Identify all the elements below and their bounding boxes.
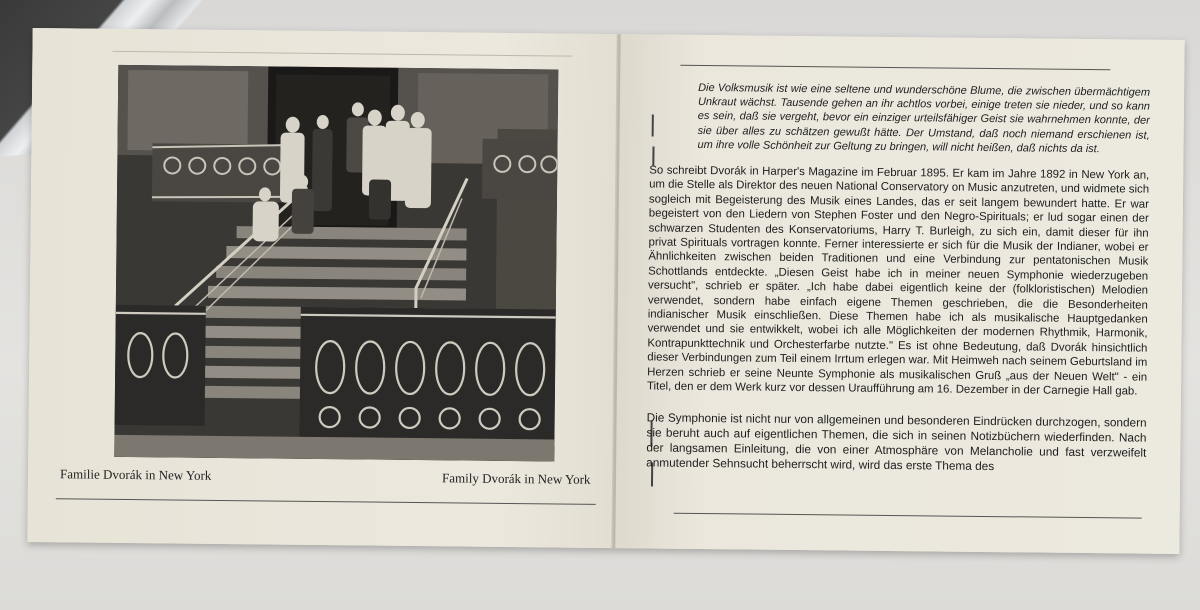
bottom-rule-right — [674, 513, 1142, 519]
dvorak-quote: Die Volksmusik ist wie eine seltene und wunderschöne Blume, die zwischen übermächtigem Unkraut wächst. Tausende gehen an ihr achtlos vorbei, einige treten sie nieder, und so kann es sein, daß sie vergeht, bevor ein einziger urteilsfähiger Geist sie wahrnehmen konnte, der sie über alles zu schätzen gewußt hätte. Der Umstand, daß noch niemand erschienen ist, um ihre volle Schönheit zur Geltung zu bringen, will nicht heißen, daß nichts da ist. — [697, 81, 1151, 155]
caption-english: Family Dvorák in New York — [441, 470, 591, 487]
booklet-left-page — [27, 28, 617, 548]
top-rule-right — [680, 65, 1110, 71]
bottom-rule-left — [56, 498, 596, 505]
essay-paragraph-2: Die Symphonie ist nicht nur von allgemeinen und besonderen Eindrücken durchzogen, sondern sie beruht auch auf eigentlichen Themen, die sich in seinen Notizbüchern wiederfinden. Nach der langsamen Einleitung, die von einer Atmosphäre von Melancholie und fast verzweifelt anmutender Sehnsucht beherrscht wird, wird das erste Thema des — [646, 409, 1147, 473]
photo-illustration — [114, 65, 558, 462]
family-photo — [114, 65, 558, 462]
top-rule-left — [112, 51, 572, 57]
caption-german: Familie Dvorák in New York — [59, 466, 212, 483]
cd-booklet — [27, 28, 1184, 554]
essay-paragraph-1: So schreibt Dvorák in Harper's Magazine im Februar 1895. Er kam im Jahre 1892 in New York an, um die Stelle als Direktor des neuen National Conservatory on Music anzutreten, und widmete sich sogleich mit Begeisterung des Musik eines Landes, das er seit langem bewundert hatte. Er war begeistert von den Liedern von Stephen Foster und den Negro-Spirituals; er lud sogar einen der schwarzen Studenten des Konservatoriums, Harry T. Burleigh, zu sich ein, damit dieser für ihn privat Spirituals vortragen konnte. Ferner interessierte er sich für die Musik der Indianer, wobei er Ähnlichkeiten zwischen beiden Traditionen und eine Verbindung zur pentatonischen Musik Schottlands entdeckte. „Diesen Geist habe ich in meiner neuen Symphonie wiederzugeben versucht", schrieb er später. „Ich habe dabei eigentlich keine der (folkloristischen) Melodien verwendet, sondern habe einfach eigene Themen geschrieben, die die Besonderheiten indianischer Musik einschließen. Diese Themen habe ich als musikalische Hauptgedanken verwendet und sie entwikkelt, wobei ich alle Möglichkeiten der modernen Rhythmik, Harmonik, Kontrapunkttechnik und Orchesterfarbe nutzte." Es ist ohne Bedeutung, daß Dvorák hinsichtlich dieser Verbindungen zum Teil einem Irrtum erlegen war. Mit Heimweh nach seinem Geburtsland im Herzen schrieb er seine Neunte Symphonie als musikalischen Gruß „aus der Neuen Welt" - ein Titel, den er dem Werk kurz vor dessen Uraufführung am 16. Dezember in der Carnegie Hall gab. — [646, 164, 1150, 398]
essay-text — [646, 80, 1150, 475]
